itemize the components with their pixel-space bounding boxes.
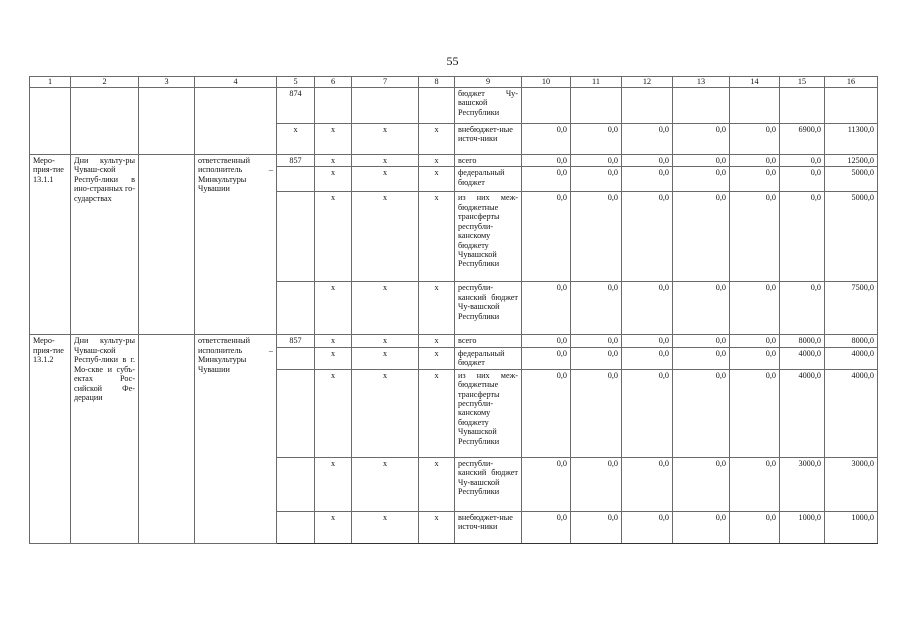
amount-cell: 0,0 xyxy=(622,347,673,369)
column-header: 13 xyxy=(673,77,730,88)
code-cell: х xyxy=(419,369,455,457)
amount-cell: 5000,0 xyxy=(825,167,878,192)
table-row xyxy=(30,335,878,347)
amount-cell: 3000,0 xyxy=(825,457,878,511)
amount-cell: 0,0 xyxy=(673,155,730,167)
amount-cell: 0,0 xyxy=(673,511,730,543)
amount-cell: 0,0 xyxy=(730,282,780,335)
funding-source-cell: всего xyxy=(455,155,522,167)
measure-name-cell: Дни культу-ры Чуваш-ской Респуб-лики в ино-странных го-сударствах xyxy=(71,155,139,335)
amount-cell: 4000,0 xyxy=(825,347,878,369)
column-header: 12 xyxy=(622,77,673,88)
code-cell: х xyxy=(315,155,352,167)
amount-cell: 0,0 xyxy=(730,335,780,347)
measure-name-cell xyxy=(71,88,139,155)
amount-cell: 0,0 xyxy=(571,457,622,511)
amount-cell: 0,0 xyxy=(622,282,673,335)
funding-source-cell: внебюджет-ные источ-ники xyxy=(455,124,522,155)
amount-cell: 0,0 xyxy=(522,347,571,369)
grbs-code-cell: 874 xyxy=(277,88,315,124)
amount-cell: 0,0 xyxy=(522,192,571,282)
funding-source-cell: из них меж-бюджетные трансферты республи-канскому бюджету Чувашской Республики xyxy=(455,369,522,457)
code-cell: х xyxy=(352,347,419,369)
column-header: 8 xyxy=(419,77,455,88)
amount-cell: 0,0 xyxy=(780,167,825,192)
funding-source-cell: федеральный бюджет xyxy=(455,347,522,369)
amount-cell: 0,0 xyxy=(571,511,622,543)
amount-cell: 0,0 xyxy=(571,167,622,192)
amount-cell xyxy=(780,88,825,124)
amount-cell: 0,0 xyxy=(522,511,571,543)
amount-cell: 8000,0 xyxy=(825,335,878,347)
funding-source-cell: федеральный бюджет xyxy=(455,167,522,192)
code-cell: х xyxy=(419,457,455,511)
code-cell: х xyxy=(352,511,419,543)
code-cell: х xyxy=(419,192,455,282)
column-header: 9 xyxy=(455,77,522,88)
amount-cell: 0,0 xyxy=(622,167,673,192)
code-cell: х xyxy=(352,192,419,282)
code-cell: х xyxy=(352,369,419,457)
amount-cell: 4000,0 xyxy=(825,369,878,457)
amount-cell: 0,0 xyxy=(522,155,571,167)
amount-cell: 0,0 xyxy=(730,347,780,369)
executor-cell: ответственный исполнитель – Минкультуры Чувашии xyxy=(195,335,277,543)
measure-cell: Меро-прия-тие 13.1.1 xyxy=(30,155,71,335)
amount-cell: 0,0 xyxy=(622,155,673,167)
code-cell xyxy=(419,88,455,124)
amount-cell: 0,0 xyxy=(730,192,780,282)
code-cell: х xyxy=(419,124,455,155)
code-cell: х xyxy=(352,282,419,335)
amount-cell xyxy=(522,88,571,124)
amount-cell: 0,0 xyxy=(622,192,673,282)
amount-cell: 0,0 xyxy=(622,457,673,511)
grbs-code-cell xyxy=(277,282,315,335)
code-cell: х xyxy=(315,511,352,543)
measure-name-cell: Дни культу-ры Чуваш-ской Респуб-лики в г. Мо-скве и субъ-ектах Рос-сийской Фе-дерации xyxy=(71,335,139,543)
amount-cell: 0,0 xyxy=(730,511,780,543)
code-cell: х xyxy=(315,167,352,192)
measure-cell xyxy=(30,88,71,155)
grbs-code-cell xyxy=(277,347,315,369)
code-cell xyxy=(315,88,352,124)
amount-cell: 0,0 xyxy=(571,192,622,282)
header-row xyxy=(30,77,878,88)
column-header: 3 xyxy=(139,77,195,88)
grbs-code-cell: 857 xyxy=(277,335,315,347)
code-cell: х xyxy=(315,192,352,282)
amount-cell: 0,0 xyxy=(571,282,622,335)
amount-cell: 1000,0 xyxy=(825,511,878,543)
amount-cell: 0,0 xyxy=(571,335,622,347)
column-header: 10 xyxy=(522,77,571,88)
column-header: 4 xyxy=(195,77,277,88)
amount-cell: 0,0 xyxy=(730,457,780,511)
amount-cell xyxy=(571,88,622,124)
column-header: 15 xyxy=(780,77,825,88)
column-header: 5 xyxy=(277,77,315,88)
amount-cell: 0,0 xyxy=(622,335,673,347)
amount-cell: 0,0 xyxy=(522,335,571,347)
amount-cell: 7500,0 xyxy=(825,282,878,335)
amount-cell: 0,0 xyxy=(673,335,730,347)
funding-source-cell: внебюджет-ные источ-ники xyxy=(455,511,522,543)
amount-cell: 0,0 xyxy=(522,124,571,155)
grbs-code-cell xyxy=(277,511,315,543)
amount-cell: 0,0 xyxy=(780,192,825,282)
amount-cell: 0,0 xyxy=(522,167,571,192)
code-cell: х xyxy=(315,457,352,511)
code-cell: х xyxy=(315,335,352,347)
amount-cell: 0,0 xyxy=(673,457,730,511)
column-header: 7 xyxy=(352,77,419,88)
amount-cell: 0,0 xyxy=(673,167,730,192)
grbs-code-cell xyxy=(277,167,315,192)
amount-cell: 11300,0 xyxy=(825,124,878,155)
amount-cell: 12500,0 xyxy=(825,155,878,167)
code-cell: х xyxy=(315,124,352,155)
code-cell: х xyxy=(352,457,419,511)
page-number: 55 xyxy=(446,54,459,68)
amount-cell: 4000,0 xyxy=(780,347,825,369)
executor-cell: ответственный исполнитель – Минкультуры Чувашии xyxy=(195,155,277,335)
column-header: 16 xyxy=(825,77,878,88)
column-header: 14 xyxy=(730,77,780,88)
table-row xyxy=(30,88,878,124)
amount-cell: 0,0 xyxy=(571,347,622,369)
executor-cell xyxy=(195,88,277,155)
code-cell: х xyxy=(352,155,419,167)
col3-cell xyxy=(139,335,195,543)
grbs-code-cell: 857 xyxy=(277,155,315,167)
funding-source-cell: республи-канский бюджет Чу-вашской Республики xyxy=(455,282,522,335)
amount-cell: 0,0 xyxy=(571,155,622,167)
measure-cell: Меро-прия-тие 13.1.2 xyxy=(30,335,71,543)
amount-cell: 4000,0 xyxy=(780,369,825,457)
funding-source-cell: из них меж-бюджетные трансферты республи-канскому бюджету Чувашской Республики xyxy=(455,192,522,282)
amount-cell xyxy=(622,88,673,124)
amount-cell: 0,0 xyxy=(522,457,571,511)
amount-cell: 0,0 xyxy=(673,192,730,282)
code-cell: х xyxy=(419,347,455,369)
amount-cell xyxy=(730,88,780,124)
amount-cell: 3000,0 xyxy=(780,457,825,511)
amount-cell: 0,0 xyxy=(622,369,673,457)
amount-cell xyxy=(673,88,730,124)
column-header: 6 xyxy=(315,77,352,88)
amount-cell: 0,0 xyxy=(673,347,730,369)
amount-cell: 0,0 xyxy=(780,282,825,335)
amount-cell: 0,0 xyxy=(522,369,571,457)
amount-cell: 0,0 xyxy=(730,124,780,155)
grbs-code-cell xyxy=(277,369,315,457)
col3-cell xyxy=(139,155,195,335)
code-cell: х xyxy=(352,335,419,347)
grbs-code-cell: х xyxy=(277,124,315,155)
funding-table xyxy=(29,76,878,544)
code-cell: х xyxy=(419,335,455,347)
table-row xyxy=(30,155,878,167)
column-header: 2 xyxy=(71,77,139,88)
code-cell xyxy=(352,88,419,124)
code-cell: х xyxy=(419,155,455,167)
code-cell: х xyxy=(315,282,352,335)
code-cell: х xyxy=(419,511,455,543)
code-cell: х xyxy=(315,369,352,457)
amount-cell: 1000,0 xyxy=(780,511,825,543)
amount-cell: 0,0 xyxy=(673,369,730,457)
amount-cell: 0,0 xyxy=(730,167,780,192)
col3-cell xyxy=(139,88,195,155)
amount-cell: 0,0 xyxy=(673,124,730,155)
amount-cell: 0,0 xyxy=(780,155,825,167)
funding-source-cell: республи-канский бюджет Чу-вашской Республики xyxy=(455,457,522,511)
amount-cell xyxy=(825,88,878,124)
code-cell: х xyxy=(419,167,455,192)
funding-source-cell: всего xyxy=(455,335,522,347)
code-cell: х xyxy=(315,347,352,369)
amount-cell: 0,0 xyxy=(730,369,780,457)
amount-cell: 0,0 xyxy=(522,282,571,335)
amount-cell: 0,0 xyxy=(622,511,673,543)
amount-cell: 0,0 xyxy=(730,155,780,167)
amount-cell: 0,0 xyxy=(571,124,622,155)
amount-cell: 0,0 xyxy=(622,124,673,155)
code-cell: х xyxy=(352,124,419,155)
column-header: 1 xyxy=(30,77,71,88)
column-header: 11 xyxy=(571,77,622,88)
code-cell: х xyxy=(352,167,419,192)
amount-cell: 0,0 xyxy=(673,282,730,335)
amount-cell: 0,0 xyxy=(571,369,622,457)
amount-cell: 6900,0 xyxy=(780,124,825,155)
grbs-code-cell xyxy=(277,192,315,282)
code-cell: х xyxy=(419,282,455,335)
grbs-code-cell xyxy=(277,457,315,511)
funding-source-cell: бюджет Чу-вашской Республики xyxy=(455,88,522,124)
amount-cell: 8000,0 xyxy=(780,335,825,347)
amount-cell: 5000,0 xyxy=(825,192,878,282)
